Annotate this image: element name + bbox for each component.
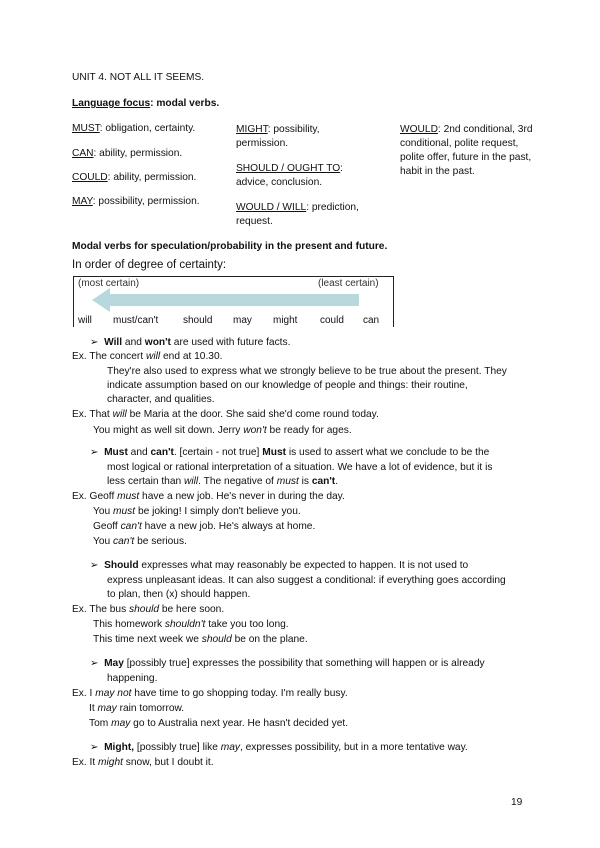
text: be joking! I simply don't believe you. <box>135 506 301 517</box>
text: Ex. That <box>72 409 113 420</box>
might-bold: Might, <box>104 742 135 753</box>
must-example-2 <box>93 506 301 517</box>
text-italic: will <box>184 476 199 487</box>
bullet-arrow-icon: ➢ <box>90 337 99 348</box>
modal-might <box>236 123 320 151</box>
may-line-2: happening. <box>107 673 158 684</box>
modal-may-desc: : possibility, permission. <box>92 196 200 207</box>
scale-word-may: may <box>233 315 252 326</box>
least-certain-label: (least certain) <box>318 278 379 289</box>
will-bold: Will <box>104 337 123 348</box>
text: have a new job. He's never in during the day. <box>139 491 345 502</box>
language-focus-label: Language focus <box>72 98 151 109</box>
text: end at 10.30. <box>160 351 223 362</box>
modal-would-desc3: polite offer, future in the past, <box>400 152 532 163</box>
modal-may-name: MAY <box>72 196 93 207</box>
text-italic: must <box>113 506 136 517</box>
modal-should-name: SHOULD / OUGHT TO <box>236 163 341 174</box>
must-bullet <box>90 447 489 458</box>
text: You might as well sit down. Jerry <box>93 425 244 436</box>
modal-should <box>236 162 343 190</box>
must-line-2: most logical or rational interpretation of a situation. We have a lot of evidence, but it is <box>107 462 493 473</box>
text: [possibly true] expresses the possibility that something will happen or is already <box>123 658 485 669</box>
must-example-3 <box>93 521 315 532</box>
modal-can-name: CAN <box>72 148 94 159</box>
should-line-2: express unpleasant ideas. It can also suggest a conditional: if everything goes according <box>107 575 506 586</box>
may-bullet <box>90 658 485 669</box>
should-example-2 <box>93 619 289 630</box>
text: Ex. The bus <box>72 604 130 615</box>
modal-would-desc1: : 2nd conditional, 3rd <box>437 124 533 135</box>
modal-might-desc1: : possibility, <box>267 124 320 135</box>
modal-can-desc: : ability, permission. <box>93 148 183 159</box>
cant-bold: can't <box>150 447 174 458</box>
text: and <box>127 447 151 458</box>
text-italic: can't <box>120 521 142 532</box>
text: Geoff <box>93 521 121 532</box>
bullet-arrow-icon: ➢ <box>90 447 99 458</box>
might-example-1 <box>72 757 214 768</box>
page-number: 19 <box>511 797 523 808</box>
text-italic: must <box>117 491 140 502</box>
scale-word-could: could <box>320 315 344 326</box>
bullet-arrow-icon: ➢ <box>90 560 99 571</box>
text-bold: can't <box>311 476 336 487</box>
most-certain-label: (most certain) <box>78 278 140 289</box>
text-italic: should <box>129 604 160 615</box>
will-note-line-1: They're also used to express what we strongly believe to be true about the present. They <box>107 366 507 377</box>
modal-would-desc2: conditional, polite request, <box>400 138 519 149</box>
certainty-arrow <box>109 294 359 306</box>
modal-might-desc2: permission. <box>236 138 289 149</box>
may-example-2 <box>89 703 184 714</box>
scale-word-might: might <box>273 315 298 326</box>
text: Ex. I <box>72 688 96 699</box>
modal-would-name: WOULD <box>400 124 438 135</box>
might-bullet <box>90 742 468 753</box>
text: take you too long. <box>205 619 289 630</box>
scale-word-can: can <box>363 315 380 326</box>
will-example-2 <box>72 409 379 420</box>
text-italic: may <box>97 703 117 714</box>
text: be on the plane. <box>231 634 308 645</box>
will-rest: are used with future facts. <box>170 337 291 348</box>
text: go to Australia next year. He hasn't decided yet. <box>130 718 349 729</box>
will-and: and <box>122 337 145 348</box>
text-italic: might <box>98 757 123 768</box>
section-heading: Modal verbs for speculation/probability in the present and future. <box>72 241 388 252</box>
text-italic: must <box>276 476 299 487</box>
should-bold: Should <box>104 560 139 571</box>
language-focus-heading <box>72 98 219 109</box>
modal-could-desc: : ability, permission. <box>107 172 197 183</box>
must-bold: Must <box>262 447 287 458</box>
modal-may <box>72 196 200 207</box>
wont-bold: won't <box>144 337 171 348</box>
text: This time next week we <box>93 634 202 645</box>
scale-word-must-cant: must/can't <box>113 315 159 326</box>
modal-must <box>72 123 195 134</box>
text: be serious. <box>134 536 187 547</box>
text-italic: will <box>112 409 127 420</box>
text: be ready for ages. <box>266 425 352 436</box>
text: be here soon. <box>159 604 225 615</box>
text: have a new job. He's always at home. <box>141 521 316 532</box>
modal-should-desc2: advice, conclusion. <box>236 177 323 188</box>
modal-might-name: MIGHT <box>236 124 268 135</box>
modal-could-name: COULD <box>72 172 108 183</box>
text: . The negative of <box>198 476 277 487</box>
bullet-arrow-icon: ➢ <box>90 658 99 669</box>
text: expresses what may reasonably be expected to happen. It is not used to <box>138 560 469 571</box>
text: You <box>93 506 114 517</box>
bullet-arrow-icon: ➢ <box>90 742 99 753</box>
scale-word-should: should <box>183 315 213 326</box>
text-italic: may <box>220 742 240 753</box>
modal-would-will-desc1: : prediction, <box>306 202 359 213</box>
should-line-3: to plan, then (x) should happen. <box>107 589 251 600</box>
modal-must-desc: : obligation, certainty. <box>99 123 196 134</box>
text: . [certain - not true] <box>173 447 263 458</box>
modal-should-desc1: : <box>340 163 344 174</box>
will-note-line-3: character, and qualities. <box>107 394 215 405</box>
unit-title: UNIT 4. NOT ALL IT SEEMS. <box>72 72 205 83</box>
modal-would-desc4: habit in the past. <box>400 166 475 177</box>
text-italic: can't <box>113 536 135 547</box>
will-bullet <box>90 337 290 348</box>
text: , expresses possibility, but in a more tentative way. <box>239 742 468 753</box>
should-example-1 <box>72 604 224 615</box>
may-example-3 <box>89 718 348 729</box>
scale-word-will: will <box>78 315 92 326</box>
text: [possibly true] like <box>134 742 221 753</box>
will-example-1 <box>72 351 222 362</box>
modal-would-will-name: WOULD / WILL <box>236 202 307 213</box>
text-italic: shouldn't <box>164 619 206 630</box>
text: Ex. Geoff <box>72 491 118 502</box>
modal-must-name: MUST <box>72 123 100 134</box>
text: It <box>89 703 98 714</box>
must-bold: Must <box>104 447 128 458</box>
arrow-left-icon <box>92 288 110 312</box>
modal-would-will-desc2: request. <box>236 216 273 227</box>
text: is used to assert what we conclude to be the <box>286 447 490 458</box>
should-example-3 <box>93 634 308 645</box>
text-italic: won't <box>243 425 267 436</box>
text: You <box>93 536 114 547</box>
text: . <box>335 476 339 487</box>
modal-would <box>400 123 533 179</box>
text: less certain than <box>107 476 185 487</box>
should-bullet <box>90 560 468 571</box>
text-italic: may not <box>95 688 132 699</box>
language-focus-rest: : modal verbs. <box>150 98 220 109</box>
modal-would-will <box>236 201 359 229</box>
modal-can <box>72 148 182 159</box>
text-italic: should <box>201 634 232 645</box>
must-line-3 <box>107 476 338 487</box>
will-note-line-2: indicate assumption based on our knowledge of people and things: their routine, <box>107 380 468 391</box>
text: be Maria at the door. She said she'd come round today. <box>126 409 379 420</box>
may-example-1 <box>72 688 348 699</box>
text: have time to go shopping today. I'm really busy. <box>131 688 348 699</box>
text: rain tomorrow. <box>116 703 185 714</box>
text-italic: may <box>111 718 131 729</box>
modal-could <box>72 172 196 183</box>
will-example-3 <box>93 425 352 436</box>
text: is <box>298 476 312 487</box>
text-italic: will <box>146 351 161 362</box>
certainty-intro: In order of degree of certainty: <box>72 259 227 271</box>
text: snow, but I doubt it. <box>122 757 214 768</box>
text: This homework <box>93 619 165 630</box>
text: Tom <box>89 718 112 729</box>
must-example-1 <box>72 491 345 502</box>
text: Ex. It <box>72 757 99 768</box>
text: Ex. The concert <box>72 351 146 362</box>
may-bold: May <box>104 658 124 669</box>
must-example-4 <box>93 536 187 547</box>
